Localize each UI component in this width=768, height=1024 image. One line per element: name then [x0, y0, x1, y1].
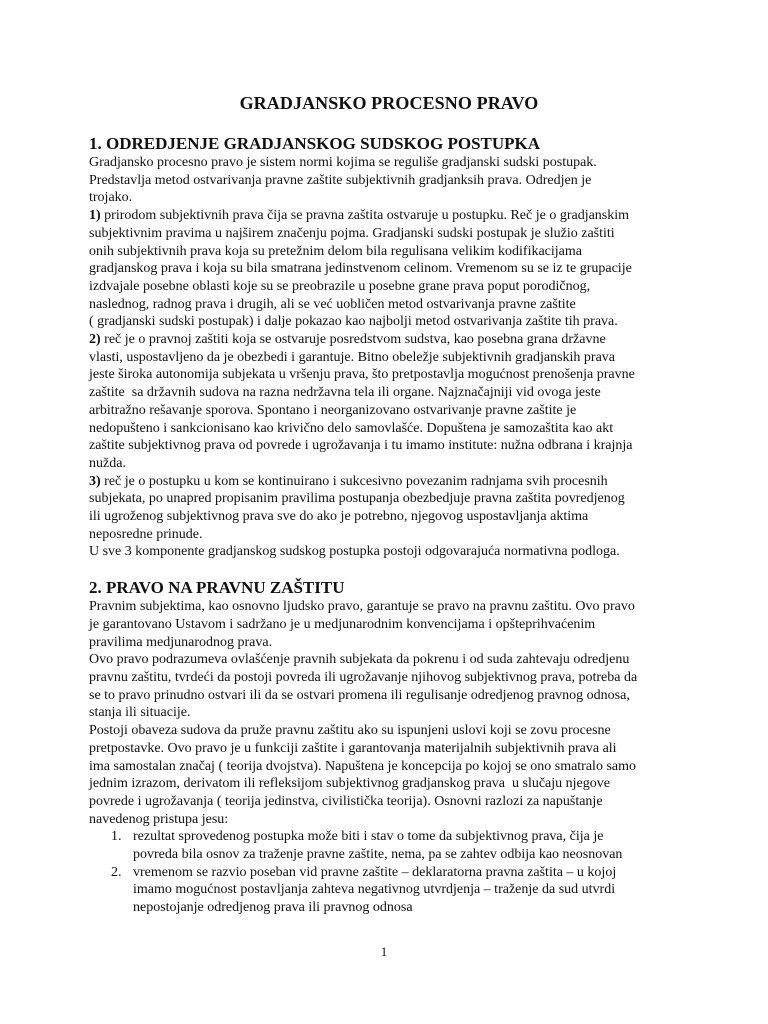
section-1-intro: Gradjansko procesno pravo je sistem normi kojima se reguliše gradjanski sudski postupak. Predstavlja metod ostvarivanja pravne zaštite subjektivnih gradjanksih prava. Odredjen je trojako.	[89, 155, 597, 206]
section-2-heading: 2. PRAVO NA PRAVNU ZAŠTITU	[89, 578, 345, 598]
section-1-heading: 1. ODREDJENJE GRADJANSKOG SUDSKOG POSTUPKA	[89, 134, 541, 153]
list-item-marker: 2.	[111, 864, 122, 880]
page-number: 1	[380, 944, 388, 959]
section-2-paragraph-3: Postoji obaveza sudova da pruže pravnu zaštitu ako su ispunjeni uslovi koji se zovu procesne pretpostavke. Ovo pravo je u funkciji zaštite i garantovanja materijalnih subjektivnih prava ali ima samostalan značaj ( teorija dvojstva). Napuštena je koncepcija po kojoj se ono smatralo samo jednim izrazom, derivatom ili refleksijom subjektivnog gradjanskog prava u slučaju njegove povrede i ugrožavanja ( teorija jedinstva, civilistička teorija). Osnovni razlozi za napuštanje navedenog pristupa jesu:	[89, 723, 636, 827]
document-title: GRADJANSKO PROCESNO PRAVO	[239, 93, 539, 113]
list-item-text: rezultat sprovedenog postupka može biti i stav o tome da subjektivnog prava, čija je povreda bila osnov za traženje pravne zaštite, nema, pa se zahtev odbija kao neosnovan	[133, 829, 623, 863]
section-1-closing: U sve 3 komponente gradjanskog sudskog postupka postoji odgovarajuća normativna podloga.	[89, 544, 620, 560]
section-1-point-1	[89, 207, 689, 331]
point-3-text: reč je o postupku u kom se kontinuirano i sukcesivno povezanim radnjama svih procesnih subjekata, po unapred propisanim pravilima postupanja obezbedjuje pravna zaštita povredjenog ili ugroženog subjektivnog prava sve do ako je potrebno, njegovog uspostavljanja aktima neposredne prinude.	[89, 473, 625, 542]
section-2-paragraph-1: Pravnim subjektima, kao osnovno ljudsko pravo, garantuje se pravo na pravnu zaštitu. Ovo pravo je garantovano Ustavom i sadržano je u medjunarodnim konvencijama i opšteprihvaćenim pravilima medjunarodnog prava.	[89, 599, 635, 650]
list-item-text: vremenom se razvio poseban vid pravne zaštite – deklaratorna pravna zaštita – u kojoj imamo mogućnost postavljanja zahteva negativnog utvrdjenja – traženje da sud utvrdi nepostojanje odredjenog prava ili pravnog odnosa	[133, 864, 617, 916]
section-2-paragraph-2: Ovo pravo podrazumeva ovlašćenje pravnih subjekata da pokrenu i od suda zahtevaju odredjenu pravnu zaštitu, tvrdeći da postoji povreda ili ugrožavanje njihovog subjektivnog prava, potreba da se to pravo prinudno ostvari ili da se ostvari promena ili regulisanje odredjenog pravnog odnosa, stanja ili situacije.	[89, 652, 638, 721]
document-body	[89, 92, 689, 917]
point-2-marker: 2)	[89, 332, 101, 348]
point-2-text: reč je o pravnoj zaštiti koja se ostvaruje posredstvom sudstva, kao posebna grana državne vlasti, uspostavljeno da je obezbedi i garantuje. Bitno obeležje subjektivnih gradjanskih prava jeste široka autonomija subjekata u vršenju prava, što pretpostavlja mogućnost prenošenja pravne zaštite sa državnih sudova na razna nedržavna tela ili organe. Najznačajniji vid ovoga jeste arbitražno rešavanje sporova. Spontano i neorganizovano ostvarivanje pravne zaštite je nedopušteno i sankcionisano kao krivično delo samovlašće. Dopuštena je samozaštita kao akt zaštite subjektivnog prava od povrede i ugrožavanja i tu imamo institute: nužna odbrana i krajnja nužda.	[89, 332, 635, 471]
list-item-marker: 1.	[111, 829, 122, 845]
point-1-text: prirodom subjektivnih prava čija se pravna zaštita ostvaruje u postupku. Reč je o gradjanskim subjektivnim pravima u najširem značenju pojma. Gradjanski sudski postupak je služio zaštiti onih subjektivnih prava koja su pretežnim delom bila regulisana velikim kodifikacijama gradjanskog prava i koja su bila smatrana jedinstvenom celinom. Vremenom su se iz te grupacije izdvajale posebne oblasti koje su se preobrazile u posebne grane prava poput porodičnog, naslednog, radnog prava i drugih, ali se već uobličen metod ostvarivanja pravne zaštite ( gradjanski sudski postupak) i dalje pokazao kao najbolji metod ostvarivanja zaštite tih prava.	[89, 208, 632, 330]
point-3-marker: 3)	[89, 473, 101, 489]
section-1-point-3	[89, 473, 689, 544]
list-item	[89, 864, 689, 917]
point-1-marker: 1)	[89, 208, 101, 224]
section-1-point-2	[89, 331, 689, 473]
reasons-list	[89, 828, 689, 917]
list-item	[89, 828, 689, 863]
